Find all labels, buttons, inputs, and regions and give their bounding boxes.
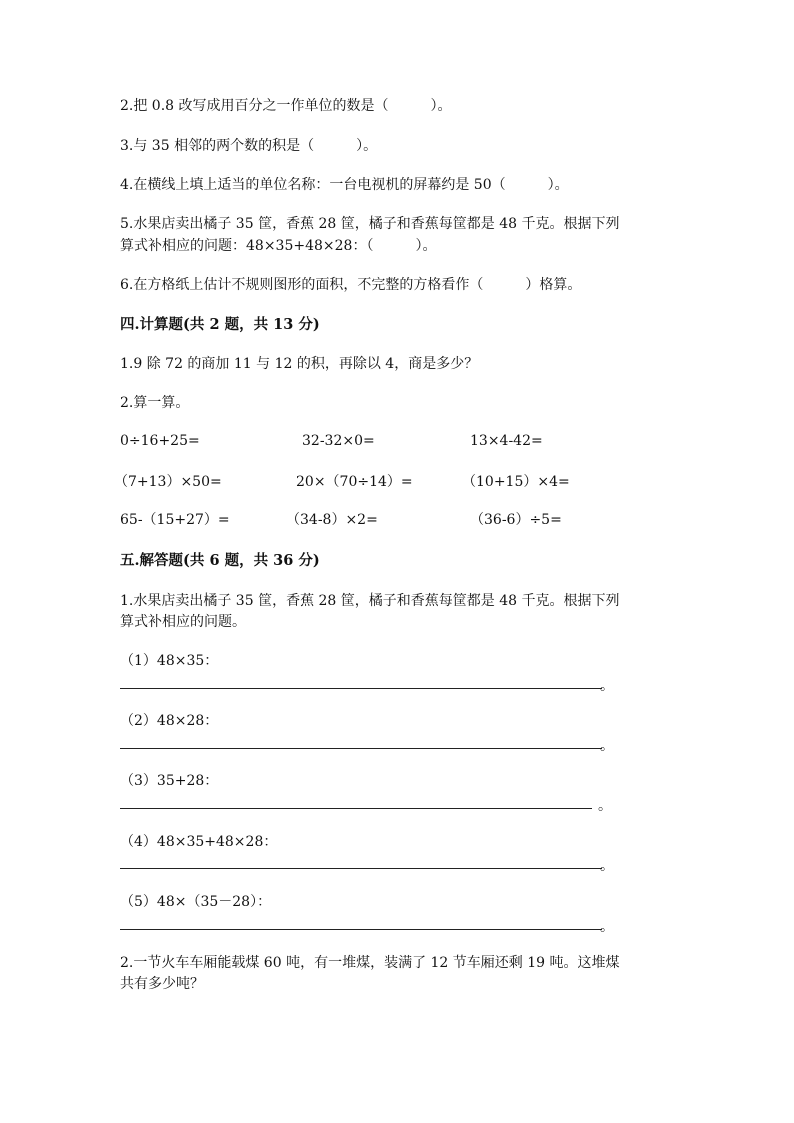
section-5-question-2-line-2: 共有多少吨？ xyxy=(120,976,204,992)
sub-question-5: （5）48×（35－28）： xyxy=(120,894,272,910)
calc-item: （10+15）×4= xyxy=(462,474,570,490)
calc-item: 20×（70÷14）= xyxy=(296,474,413,490)
answer-line-4[interactable] xyxy=(120,868,602,869)
answer-period: 。 xyxy=(598,798,612,814)
calc-item: 32-32×0= xyxy=(302,433,375,449)
answer-period: 。 xyxy=(600,919,614,935)
sub-question-4: （4）48×35+48×28： xyxy=(120,834,278,850)
question-5-line-1: 5.水果店卖出橘子 35 筐，香蕉 28 筐，橘子和香蕉每筐都是 48 千克。根据下列 xyxy=(120,216,620,232)
calc-item: （36-6）÷5= xyxy=(470,512,562,528)
answer-period: 。 xyxy=(600,678,614,694)
answer-period: 。 xyxy=(600,858,614,874)
answer-line-5[interactable] xyxy=(120,929,602,930)
question-5-line-2: 算式补相应的问题：48×35+48×28：（ ）。 xyxy=(120,238,437,254)
question-4: 4.在横线上填上适当的单位名称：一台电视机的屏幕约是 50（ ）。 xyxy=(120,177,569,193)
question-6: 6.在方格纸上估计不规则图形的面积，不完整的方格看作（ ）格算。 xyxy=(120,277,582,293)
sub-question-2: （2）48×28： xyxy=(120,713,219,729)
answer-line-1[interactable] xyxy=(120,688,602,689)
answer-line-3[interactable] xyxy=(120,808,592,809)
section-5-question-1-line-1: 1.水果店卖出橘子 35 筐，香蕉 28 筐，橘子和香蕉每筐都是 48 千克。根据下列 xyxy=(120,593,620,609)
sub-question-1: （1）48×35： xyxy=(120,653,219,669)
calc-item: （34-8）×2= xyxy=(286,512,378,528)
section-4-question-1: 1.9 除 72 的商加 11 与 12 的积，再除以 4，商是多少？ xyxy=(120,356,479,372)
calc-item: 65-（15+27）= xyxy=(120,512,230,528)
calc-item: （7+13）×50= xyxy=(114,474,222,490)
question-3: 3.与 35 相邻的两个数的积是（ ）。 xyxy=(120,138,378,154)
calc-item: 0÷16+25= xyxy=(120,433,200,449)
sub-question-3: （3）35+28： xyxy=(120,773,219,789)
calc-item: 13×4-42= xyxy=(470,433,543,449)
answer-line-2[interactable] xyxy=(120,748,602,749)
section-5-heading: 五.解答题(共 6 题，共 36 分) xyxy=(120,552,320,569)
question-2: 2.把 0.8 改写成用百分之一作单位的数是（ ）。 xyxy=(120,98,452,114)
section-5-question-1-line-2: 算式补相应的问题。 xyxy=(120,614,246,630)
section-4-question-2: 2.算一算。 xyxy=(120,395,190,411)
section-5-question-2-line-1: 2.一节火车车厢能载煤 60 吨，有一堆煤，装满了 12 节车厢还剩 19 吨。这堆煤 xyxy=(120,955,620,971)
section-4-heading: 四.计算题(共 2 题，共 13 分) xyxy=(120,316,320,333)
answer-period: 。 xyxy=(600,738,614,754)
